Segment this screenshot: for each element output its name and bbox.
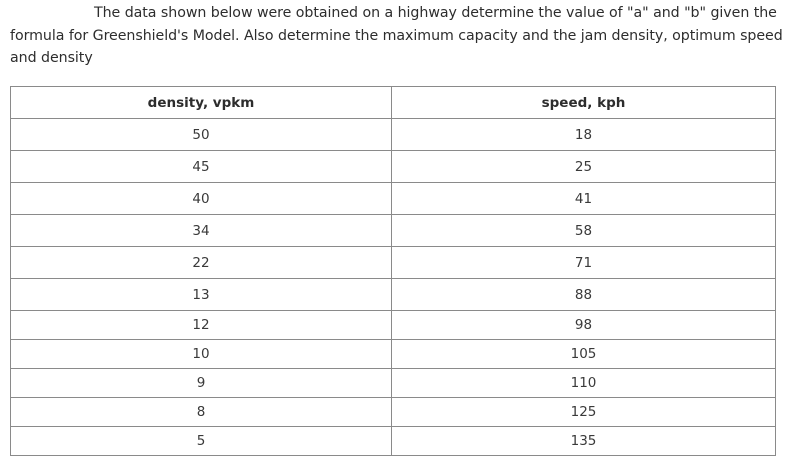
speed-cell: 125 — [392, 398, 776, 427]
density-cell: 12 — [11, 311, 392, 340]
table-row — [11, 119, 776, 151]
table-row — [11, 247, 776, 279]
speed-cell: 25 — [392, 151, 776, 183]
density-cell: 5 — [11, 427, 392, 456]
table-header-row — [11, 87, 776, 119]
speed-cell: 98 — [392, 311, 776, 340]
speed-cell: 88 — [392, 279, 776, 311]
speed-cell: 105 — [392, 340, 776, 369]
table-row — [11, 340, 776, 369]
speed-cell: 18 — [392, 119, 776, 151]
density-cell: 13 — [11, 279, 392, 311]
speed-cell: 110 — [392, 369, 776, 398]
data-table — [10, 86, 776, 456]
density-column-header: density, vpkm — [11, 87, 392, 119]
problem-statement: The data shown below were obtained on a highway determine the value of "a" and "b" given the formula for Greenshield's Model. Also determine the maximum capacity and the jam density, optimum speed and density — [10, 5, 783, 66]
density-cell: 40 — [11, 183, 392, 215]
speed-cell: 135 — [392, 427, 776, 456]
table-row — [11, 279, 776, 311]
density-cell: 34 — [11, 215, 392, 247]
density-cell: 8 — [11, 398, 392, 427]
table-row — [11, 398, 776, 427]
table-row — [11, 427, 776, 456]
table-row — [11, 183, 776, 215]
speed-cell: 58 — [392, 215, 776, 247]
speed-cell: 41 — [392, 183, 776, 215]
table-row — [11, 311, 776, 340]
speed-column-header: speed, kph — [392, 87, 776, 119]
density-cell: 50 — [11, 119, 392, 151]
table-row — [11, 215, 776, 247]
table-row — [11, 151, 776, 183]
speed-cell: 71 — [392, 247, 776, 279]
table-row — [11, 369, 776, 398]
density-cell: 22 — [11, 247, 392, 279]
density-cell: 10 — [11, 340, 392, 369]
density-cell: 45 — [11, 151, 392, 183]
density-cell: 9 — [11, 369, 392, 398]
